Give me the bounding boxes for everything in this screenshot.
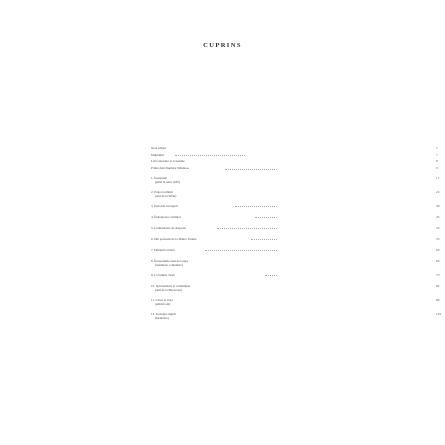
toc-page-number: 73 [436, 272, 440, 277]
toc-entry-chapter-3 [151, 203, 440, 208]
toc-page-number: 22 [436, 189, 440, 194]
toc-entry-chapter-6 [151, 236, 440, 241]
table-of-contents [151, 146, 442, 326]
toc-entry-chapter-2 [151, 189, 440, 199]
toc-entry-chapter-11 [151, 297, 440, 307]
toc-entry-title: 7. Dinamica trăirii [151, 247, 175, 252]
toc-entry-title: 1. Începuturi [151, 175, 168, 180]
toc-entry-title: 10. Spiritualitate și comuniune [151, 283, 191, 288]
toc-page-number: 9 [436, 166, 438, 171]
toc-entry-chapter-4 [151, 214, 440, 219]
toc-entry-subtitle: (temnițele comuniste) [155, 263, 183, 268]
toc-entry-title: 8. Începuturile unei noi etape [151, 258, 189, 263]
toc-entry-title: Nota ediției [151, 146, 166, 150]
toc-entry-title: 5. Comunitatea de dragoste [151, 225, 186, 230]
toc-page-number: 17 [436, 175, 440, 180]
toc-entry-title: 9. La lumina vieții [151, 272, 175, 277]
toc-entry-title: 4. Îndreptarea credinței [151, 214, 181, 219]
toc-entry-title: 12. Teologia slujirii [151, 311, 176, 316]
toc-page-number: 89 [436, 297, 440, 302]
toc-entry-title: Prima dată Dumitru Stăniloae [151, 166, 189, 171]
toc-entry-subtitle: (ultimii ani) [155, 302, 171, 307]
toc-entry-chapter-12 [151, 311, 442, 321]
toc-page-number: 52 [436, 225, 440, 230]
toc-entry-title: Mulțumiri [151, 152, 165, 157]
page-title: CUPRINS [203, 42, 242, 49]
toc-page-number: 7 [436, 152, 438, 157]
toc-page-number: 7 [436, 146, 438, 150]
toc-page-number: 39 [436, 203, 440, 208]
toc-page-number: 82 [436, 283, 440, 288]
toc-page-number: 60 [436, 247, 440, 252]
toc-entry-chapter-5 [151, 225, 440, 230]
toc-page-number: 55 [436, 236, 440, 241]
toc-page-number: 69 [436, 258, 440, 263]
toc-entry-chapter-7 [151, 247, 440, 252]
toc-entry-front-2 [151, 152, 438, 157]
toc-entry-front-4 [151, 166, 438, 171]
toc-entry-title: 6. Din perioada de la Sfânta Treime [151, 236, 197, 241]
toc-page-number: 45 [436, 214, 440, 219]
toc-entry-chapter-1 [151, 175, 440, 185]
toc-entry-subtitle: (până în anul 1930) [155, 180, 180, 185]
toc-page-number: 8 [436, 159, 438, 164]
toc-entry-chapter-8 [151, 258, 440, 268]
toc-entry-chapter-9 [151, 272, 440, 277]
toc-entry-chapter-10 [151, 283, 440, 293]
toc-entry-front-3 [151, 159, 438, 164]
toc-entry-title: 2. Etapa formării [151, 189, 173, 194]
toc-entry-subtitle: (încheiere) [155, 316, 169, 321]
toc-entry-subtitle: (anii de la București) [155, 288, 182, 293]
toc-entry-front-1 [151, 146, 438, 150]
toc-page-number: 103 [436, 311, 442, 316]
toc-entry-title: Lista autorilor și acronime [151, 159, 185, 164]
toc-entry-title: 3. Perioada teologică [151, 203, 178, 208]
toc-entry-title: 11. Calea și viața [151, 297, 173, 302]
toc-entry-subtitle: (anii de la Sibiu) [155, 194, 177, 199]
